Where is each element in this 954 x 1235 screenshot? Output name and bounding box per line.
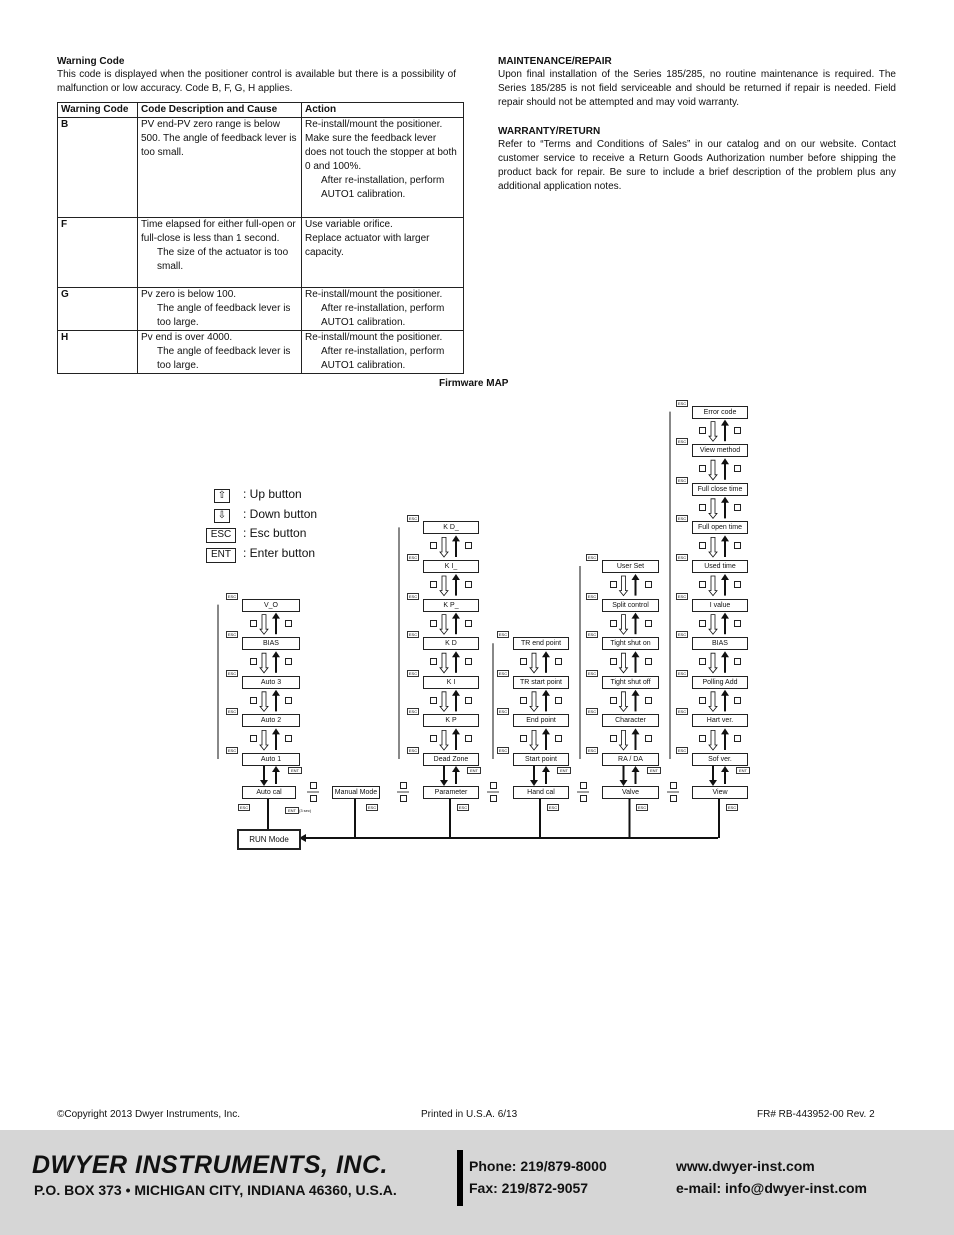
- menu-item: RA / DA: [602, 753, 659, 766]
- action-text: After re-installation, perform AUTO1 calibration.: [321, 303, 445, 328]
- esc-button-icon: ESC: [206, 528, 236, 543]
- desc-text: The angle of feedback lever is too large.: [157, 346, 291, 371]
- ent-tag: ENT: [736, 767, 750, 774]
- warning-intro: This code is displayed when the positioner control is available but there is a possibility of malfunction or low accuracy. Code B, F, G, H applies.: [57, 69, 456, 94]
- menu-item: Character: [602, 714, 659, 727]
- down-arrow-icon: [440, 576, 448, 596]
- up-button-icon: [645, 581, 652, 588]
- esc-tag: ESC: [408, 632, 418, 638]
- desc-text: PV end-PV zero range is below 500. The angle of feedback lever is too small.: [141, 119, 297, 158]
- menu-item: Polling Add: [692, 676, 748, 689]
- menu-item: TR end point: [513, 637, 569, 650]
- down-button-icon: [250, 658, 257, 665]
- up-button-icon: [734, 504, 741, 511]
- ent-tag: ENT: [557, 767, 571, 774]
- esc-tag: ESC: [587, 555, 597, 560]
- ent-tag: ENT: [288, 767, 302, 774]
- menu-item: Full open time: [692, 521, 748, 534]
- menu-item: V_O: [242, 599, 300, 612]
- form-number: FR# RB-443952-00 Rev. 2: [757, 1109, 875, 1120]
- up-button-icon: [734, 620, 741, 627]
- menu-item: K P_: [423, 599, 479, 612]
- esc-tag: ESC: [677, 632, 687, 638]
- down-button-icon: [430, 542, 437, 549]
- phone: Phone: 219/879-8000: [469, 1158, 607, 1174]
- enter-arrow-head: [272, 766, 280, 772]
- esc-tag: ESC: [498, 670, 508, 676]
- esc-tag: ESC: [498, 632, 508, 638]
- down-button-icon: [430, 735, 437, 742]
- esc-tag: ESC: [727, 805, 737, 810]
- esc-tag: ESC: [587, 593, 597, 599]
- menu-item: Full close time: [692, 483, 748, 496]
- up-button-icon: [465, 542, 472, 549]
- up-arrow-head: [452, 651, 460, 657]
- down-button-icon: [610, 620, 617, 627]
- menu-item: Dead Zone: [423, 753, 479, 766]
- menu-item: Start point: [513, 753, 569, 766]
- up-button-icon: [555, 658, 562, 665]
- esc-tag: ESC: [367, 805, 377, 810]
- up-button-icon: [645, 658, 652, 665]
- down-arrow-icon: [620, 730, 628, 750]
- up-button-icon: [734, 542, 741, 549]
- warning-code-cell: B: [58, 118, 138, 218]
- esc-tag: ESC: [239, 805, 249, 810]
- main-menu-parameter: Parameter: [423, 786, 479, 799]
- menu-item: I value: [692, 599, 748, 612]
- esc-tag: ESC: [408, 748, 418, 753]
- up-button-icon: [734, 697, 741, 704]
- esc-tag: ESC: [227, 670, 237, 676]
- up-button-icon: [645, 735, 652, 742]
- up-button-icon: [465, 581, 472, 588]
- warning-code-cell: G: [58, 288, 138, 331]
- enter-arrow-head: [452, 766, 460, 772]
- menu-item: K I_: [423, 560, 479, 573]
- down-button-icon: [400, 795, 407, 802]
- down-button-icon: [250, 620, 257, 627]
- copyright: ©Copyright 2013 Dwyer Instruments, Inc.: [57, 1109, 240, 1120]
- esc-tag: ESC: [677, 748, 687, 753]
- esc-tag: ESC: [408, 670, 418, 676]
- menu-item: Sof ver.: [692, 753, 748, 766]
- menu-item: End point: [513, 714, 569, 727]
- esc-tag: ESC: [408, 593, 418, 599]
- down-arrow-icon: [620, 576, 628, 596]
- warranty-text: Refer to “Terms and Conditions of Sales” in our catalog and on our website. Contact customer service to receive a Return Goods Authorization number before shipping the product back for repair. Be sure to include a brief description of the problem plus any additional application notes.: [498, 139, 896, 192]
- warning-code-cell: F: [58, 218, 138, 288]
- down-arrow-icon: [709, 730, 717, 750]
- warning-code-cell: H: [58, 331, 138, 374]
- legend-esc-label: : Esc button: [243, 526, 307, 540]
- up-arrow-head: [272, 690, 280, 696]
- email-link[interactable]: e-mail: info@dwyer-inst.com: [676, 1180, 868, 1196]
- ent-tag: ENT: [285, 807, 299, 814]
- ent-tag: ENT: [647, 767, 661, 774]
- up-arrow-head: [272, 728, 280, 734]
- down-button-icon: [610, 697, 617, 704]
- menu-item: Auto 3: [242, 676, 300, 689]
- esc-tag: ESC: [498, 748, 508, 753]
- desc-text: The angle of feedback lever is too large.: [157, 303, 291, 328]
- esc-tag: ESC: [677, 670, 687, 676]
- menu-item: K D: [423, 637, 479, 650]
- down-arrow-icon: [440, 653, 448, 673]
- warning-heading: Warning Code: [57, 56, 125, 67]
- desc-text: Time elapsed for either full-open or full-close is less than 1 second.: [141, 219, 296, 244]
- esc-tag: ESC: [677, 477, 687, 483]
- up-button-icon: [734, 735, 741, 742]
- up-arrow-head: [542, 651, 550, 657]
- esc-tag: ESC: [637, 805, 647, 810]
- down-button-icon: [699, 658, 706, 665]
- up-arrow-head: [721, 728, 729, 734]
- menu-item: BIAS: [242, 637, 300, 650]
- table-header-action: Action: [302, 103, 464, 118]
- down-arrow-icon: [440, 537, 448, 557]
- menu-item: Auto 2: [242, 714, 300, 727]
- esc-tag: ESC: [587, 748, 597, 753]
- up-button-icon: [285, 697, 292, 704]
- down-button-icon: [430, 697, 437, 704]
- esc-tag: ESC: [548, 805, 558, 810]
- maintenance-text: Upon final installation of the Series 185/285, no routine maintenance is required. The Series 185/285 is not field serviceable and should be returned if repair is needed. Field repair should not be attempted and may void warranty.: [498, 69, 896, 108]
- down-arrow-icon: [530, 692, 538, 712]
- down-arrow-icon: [620, 692, 628, 712]
- maintenance-heading: MAINTENANCE/REPAIR: [498, 56, 612, 67]
- menu-item: TR start point: [513, 676, 569, 689]
- down-button-icon: [250, 735, 257, 742]
- action-text: After re-installation, perform AUTO1 calibration.: [321, 175, 445, 200]
- printed-in: Printed in U.S.A. 6/13: [421, 1109, 518, 1120]
- down-arrow-icon: [709, 537, 717, 557]
- up-arrow-head: [632, 690, 640, 696]
- desc-text: Pv end is over 4000.: [141, 332, 233, 343]
- legend-ent-label: : Enter button: [243, 546, 316, 560]
- menu-item: User Set: [602, 560, 659, 573]
- company-name: DWYER INSTRUMENTS, INC.: [32, 1151, 388, 1179]
- down-button-icon: [250, 697, 257, 704]
- menu-item: K D_: [423, 521, 479, 534]
- up-button-icon: [465, 658, 472, 665]
- up-button-icon: [285, 735, 292, 742]
- website-link[interactable]: www.dwyer-inst.com: [676, 1158, 815, 1174]
- esc-tag: ESC: [677, 555, 687, 560]
- down-arrow-icon: [709, 499, 717, 519]
- down-arrow-icon: [260, 653, 268, 673]
- up-button-icon: [285, 620, 292, 627]
- legend-up-label: : Up button: [243, 487, 302, 501]
- esc-tag: ESC: [677, 516, 687, 522]
- esc-tag: ESC: [587, 709, 597, 715]
- ent-button-icon: ENT: [206, 548, 236, 563]
- esc-tag: ESC: [227, 748, 237, 753]
- up-arrow-head: [452, 728, 460, 734]
- down-button-icon: [699, 504, 706, 511]
- down-button-icon: [520, 658, 527, 665]
- down-arrow-icon: [620, 615, 628, 635]
- down-button-icon: [699, 735, 706, 742]
- down-button-icon: [520, 735, 527, 742]
- up-button-icon: [465, 620, 472, 627]
- down-button-icon: [699, 620, 706, 627]
- ent-3sec-label: (3 sec): [299, 808, 312, 813]
- down-arrow-icon: [709, 615, 717, 635]
- down-button-icon: [610, 658, 617, 665]
- main-menu-hand-cal: Hand cal: [513, 786, 569, 799]
- warranty-heading: WARRANTY/RETURN: [498, 126, 601, 137]
- fax: Fax: 219/872-9057: [469, 1180, 589, 1196]
- up-button-icon: ⇧: [214, 489, 230, 503]
- main-menu-view: View: [692, 786, 748, 799]
- esc-tag: ESC: [677, 593, 687, 599]
- footer-band: [0, 1130, 954, 1235]
- esc-tag: ESC: [677, 709, 687, 715]
- menu-item: Split control: [602, 599, 659, 612]
- up-button-icon: [555, 697, 562, 704]
- up-button-icon: [734, 658, 741, 665]
- down-button-icon: [610, 581, 617, 588]
- up-arrow-head: [452, 574, 460, 580]
- down-arrow-icon: [530, 730, 538, 750]
- main-menu-auto-cal: Auto cal: [242, 786, 296, 799]
- up-arrow-head: [721, 651, 729, 657]
- down-arrow-icon: [440, 730, 448, 750]
- up-button-icon: [580, 782, 587, 789]
- up-arrow-head: [452, 613, 460, 619]
- ent-tag: ENT: [467, 767, 481, 774]
- up-button-icon: [734, 465, 741, 472]
- menu-item: Hart ver.: [692, 714, 748, 727]
- action-text: After re-installation, perform AUTO1 calibration.: [321, 346, 445, 371]
- down-arrow-icon: [709, 460, 717, 480]
- down-button-icon: [699, 427, 706, 434]
- esc-tag: ESC: [587, 670, 597, 676]
- up-button-icon: [670, 782, 677, 789]
- up-arrow-head: [272, 651, 280, 657]
- down-button-icon: [430, 581, 437, 588]
- up-arrow-head: [721, 420, 729, 426]
- menu-item: View method: [692, 444, 748, 457]
- desc-text: Pv zero is below 100.: [141, 289, 237, 300]
- down-arrow-icon: [709, 576, 717, 596]
- down-button-icon: [430, 658, 437, 665]
- up-button-icon: [734, 581, 741, 588]
- up-button-icon: [490, 782, 497, 789]
- down-arrow-icon: [260, 692, 268, 712]
- down-arrow-icon: [709, 653, 717, 673]
- up-arrow-head: [542, 690, 550, 696]
- up-arrow-head: [721, 458, 729, 464]
- down-button-icon: [699, 581, 706, 588]
- legend-down-label: : Down button: [243, 507, 318, 521]
- desc-text: The size of the actuator is too small.: [157, 247, 289, 272]
- action-text: Re-install/mount the positioner.: [305, 332, 443, 343]
- down-arrow-icon: [530, 653, 538, 673]
- main-menu-manual-mode: Manual Mode: [332, 786, 380, 799]
- esc-tag: ESC: [458, 805, 468, 810]
- up-arrow-head: [721, 535, 729, 541]
- down-button-icon: [670, 795, 677, 802]
- up-button-icon: [400, 782, 407, 789]
- up-button-icon: [555, 735, 562, 742]
- down-arrow-icon: [620, 653, 628, 673]
- up-button-icon: [465, 735, 472, 742]
- down-arrow-icon: [260, 730, 268, 750]
- action-text: Re-install/mount the positioner.: [305, 289, 443, 300]
- up-arrow-head: [632, 651, 640, 657]
- enter-arrow-head: [632, 766, 640, 772]
- esc-tag: ESC: [408, 516, 418, 522]
- esc-tag: ESC: [408, 555, 418, 560]
- esc-tag: ESC: [677, 400, 687, 406]
- menu-item: BIAS: [692, 637, 748, 650]
- down-button-icon: [699, 465, 706, 472]
- menu-item: Tight shut off: [602, 676, 659, 689]
- esc-tag: ESC: [227, 709, 237, 715]
- down-arrow-icon: [709, 422, 717, 442]
- main-menu-valve: Valve: [602, 786, 659, 799]
- menu-item: Used time: [692, 560, 748, 573]
- menu-item: Auto 1: [242, 753, 300, 766]
- run-mode-box: RUN Mode: [237, 829, 301, 850]
- esc-tag: ESC: [408, 709, 418, 715]
- firmware-map-title: Firmware MAP: [439, 378, 509, 389]
- up-button-icon: [645, 620, 652, 627]
- down-button-icon: [699, 697, 706, 704]
- down-arrow-icon: [260, 615, 268, 635]
- up-arrow-head: [721, 497, 729, 503]
- company-address: P.O. BOX 373 • MICHIGAN CITY, INDIANA 46360, U.S.A.: [34, 1182, 397, 1198]
- menu-item: Tight shut on: [602, 637, 659, 650]
- down-arrow-icon: [440, 692, 448, 712]
- esc-tag: ESC: [677, 439, 687, 445]
- up-button-icon: [285, 658, 292, 665]
- down-button-icon: [490, 795, 497, 802]
- up-arrow-head: [542, 728, 550, 734]
- action-text: Replace actuator with larger capacity.: [305, 233, 430, 258]
- down-button-icon: [520, 697, 527, 704]
- action-text: Use variable orifice.: [305, 219, 393, 230]
- up-button-icon: [645, 697, 652, 704]
- footer-divider: [457, 1150, 463, 1206]
- table-header-desc: Code Description and Cause: [138, 103, 302, 118]
- up-button-icon: [310, 782, 317, 789]
- enter-arrow-head: [721, 766, 729, 772]
- down-button-icon: [699, 542, 706, 549]
- up-arrow-head: [272, 613, 280, 619]
- up-arrow-head: [632, 728, 640, 734]
- esc-tag: ESC: [227, 593, 237, 599]
- up-arrow-head: [452, 535, 460, 541]
- up-arrow-head: [452, 690, 460, 696]
- esc-tag: ESC: [498, 709, 508, 715]
- down-button-icon: ⇩: [214, 509, 230, 523]
- down-button-icon: [610, 735, 617, 742]
- down-button-icon: [430, 620, 437, 627]
- menu-item: K I: [423, 676, 479, 689]
- menu-item: Error code: [692, 406, 748, 419]
- esc-tag: ESC: [587, 632, 597, 638]
- up-button-icon: [465, 697, 472, 704]
- up-arrow-head: [721, 574, 729, 580]
- down-arrow-icon: [440, 615, 448, 635]
- enter-arrow-head: [542, 766, 550, 772]
- up-button-icon: [734, 427, 741, 434]
- down-button-icon: [580, 795, 587, 802]
- up-arrow-head: [721, 690, 729, 696]
- action-text: Re-install/mount the positioner. Make sure the feedback lever does not touch the stopper at both 0 and 100%.: [305, 119, 457, 172]
- esc-tag: ESC: [227, 632, 237, 638]
- down-button-icon: [310, 795, 317, 802]
- up-arrow-head: [721, 613, 729, 619]
- down-arrow-icon: [709, 692, 717, 712]
- up-arrow-head: [632, 613, 640, 619]
- table-header-code: Warning Code: [58, 103, 138, 118]
- up-arrow-head: [632, 574, 640, 580]
- menu-item: K P: [423, 714, 479, 727]
